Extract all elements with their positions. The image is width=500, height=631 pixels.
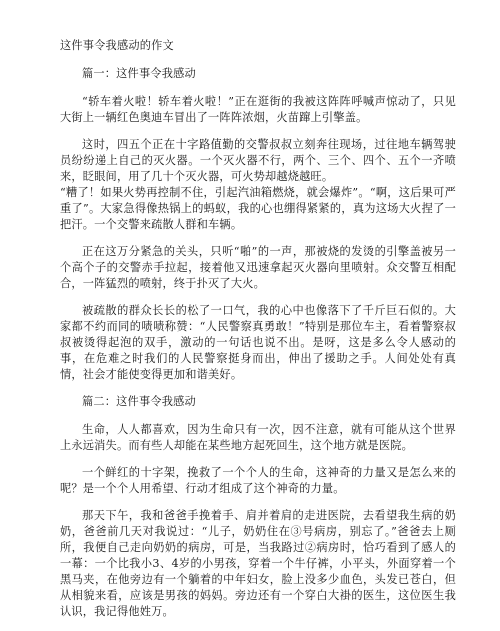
section-heading-1: 篇一：这件事令我感动 bbox=[82, 67, 196, 80]
section-1-paragraph-3: “糟了！如果火势再控制不住，引起汽油箱燃烧，就会爆炸”。“啊，这后果可严重了”。大家急得像热锅上的蚂蚁，我的心也绷得紧紧的，真为这场大火捏了一把汗。一个交警来疏散人群和车辆。 bbox=[60, 186, 456, 231]
document-body bbox=[60, 38, 456, 631]
section-2-paragraph-2: 一个鲜红的十字架，挽救了一个个人的生命，这神奇的力量又是怎么来的呢？是一个个人用希望、行动才组成了这个神奇的力量。 bbox=[60, 466, 456, 495]
section-heading-2: 篇二：这件事令我感动 bbox=[82, 395, 196, 408]
section-2-paragraph-1: 生命，人人都喜欢，因为生命只有一次，因不注意，就有可能从这个世界上永远消失。而有些人却能在某些地方起死回生，这个地方就是医院。 bbox=[60, 423, 456, 452]
section-2-paragraph-3: 那天下午，我和爸爸手挽着手、肩并着肩的走进医院，去看望我生病的奶奶，爸爸前几天对我说过：“儿子，奶奶住在③号病房，别忘了。”爸爸去上厕所，我便自己走向奶奶的病房，可是，当我路过②病房时，恰巧看到了感人的一幕：一个比我小3、4岁的小男孩，穿着一个牛仔裤，小平头，外面穿着一个黑马夹，在他旁边有一个躺着的中年妇女，脸上没多少血色，头发已苍白，但从相貌来看，应该是男孩的妈妈。旁边还有一个穿白大褂的医生，这位医生我认识，我记得他姓万。 bbox=[60, 509, 456, 618]
section-1-paragraph-4: 正在这万分紧急的关头，只听“啪”的一声，那被烧的发烫的引擎盖被另一个高个子的交警赤手拉起，接着他又迅速拿起灭火器向里喷射。众交警互相配合，一阵猛烈的喷射，终于扑灭了大火。 bbox=[60, 245, 456, 290]
section-1-paragraph-5: 被疏散的群众长长的松了一口气，我的心中也像落下了千斤巨石似的。大家都不约而同的啧啧称赞：“人民警察真勇敢！”特别是那位车主，看着警察叔叔被烫得起泡的双手，激动的一句话也说不出。是呀，这是多么令人感动的事，在危难之时我们的人民警察挺身而出，伸出了援助之手。人间处处有真情，社会才能使变得更加和谐美好。 bbox=[60, 304, 456, 381]
section-1-paragraph-2: 这时，四五个正在十字路值勤的交警叔叔立刻奔往现场，过往地车辆驾驶员纷纷递上自己的灭火器。一个灭火器不行，两个、三个、四个、五个一齐喷来，眨眼间，用了几十个灭火器，可火势却越烧越旺。 bbox=[60, 138, 456, 183]
section-1-paragraph-1: “轿车着火啦！轿车着火啦！”正在逛街的我被这阵阵呼喊声惊动了，只见大街上一辆红色奥迪车冒出了一阵阵浓烟，火苗蹿上引擎盖。 bbox=[60, 95, 456, 124]
document-title: 这件事令我感动的作文 bbox=[60, 39, 174, 52]
